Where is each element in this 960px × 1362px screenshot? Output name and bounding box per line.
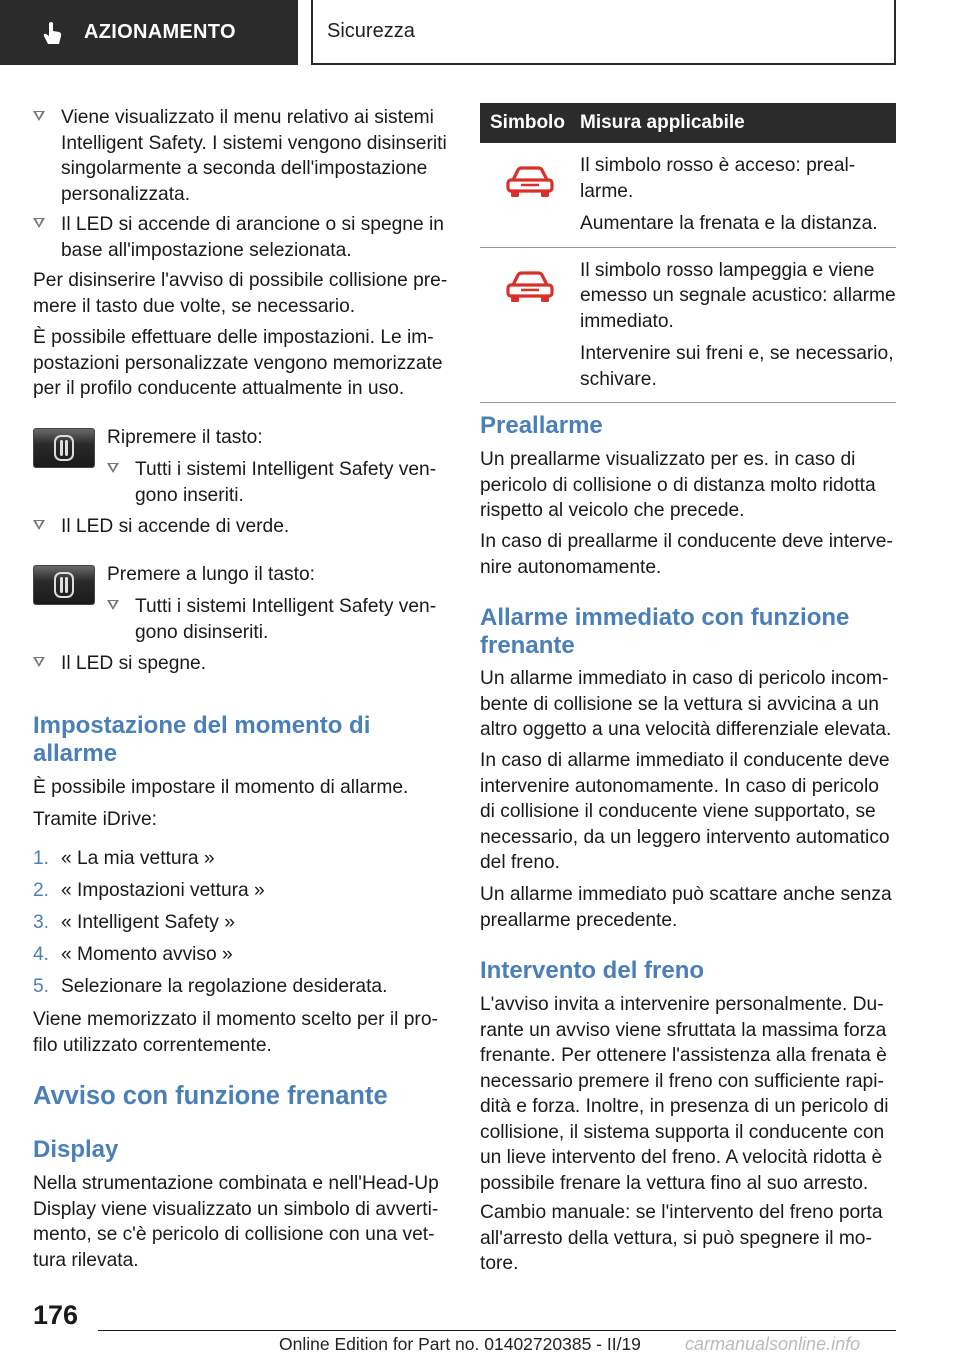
paragraph: Un preallarme visualizzato per es. in caso di pericolo di collisione o di distanza molto ridotta rispetto al veicolo che precede. xyxy=(480,449,876,521)
section-heading: Avviso con funzione frenante xyxy=(33,1082,388,1110)
paragraph: È possibile impostare il momento di allarme. xyxy=(33,777,409,798)
paragraph: In caso di allarme immediato il conducente deve intervenire autonomamente. In caso di pericolo di collisione il conducente viene supportato, se necessario, da un leggero intervento automatico del freno. xyxy=(480,750,890,873)
car-warning-red-flashing-icon xyxy=(505,268,555,306)
footer-divider xyxy=(98,1330,896,1331)
paragraph: Un allarme immediato in caso di pericolo incombente di collisione se la vettura si avvicina a un altro oggetto a una velocità differenziale elevata. xyxy=(480,668,892,740)
list-item: 1. « La mia vettura » xyxy=(33,848,215,869)
column-header-measure: Misura applicabile xyxy=(580,112,745,133)
bullet-triangle-icon xyxy=(33,520,45,530)
bullet-triangle-icon xyxy=(33,111,45,121)
list-item: 5. Selezionare la regolazione desiderata. xyxy=(33,976,388,997)
paragraph: Cambio manuale: se l'intervento del freno porta all'arresto della vettura, si può spegnere il motore. xyxy=(480,1202,883,1274)
instruction-title: Ripremere il tasto: xyxy=(107,427,263,448)
table-cell-text: Aumentare la frenata e la distanza. xyxy=(580,213,878,234)
chapter-tab xyxy=(0,0,298,65)
intelligent-safety-button-icon xyxy=(33,428,95,468)
section-heading: Impostazione del momento di allarme xyxy=(33,712,371,767)
bullet-triangle-icon xyxy=(107,600,119,610)
paragraph: Per disinserire l'avviso di possibile collisione premere il tasto due volte, se necessario. xyxy=(33,270,448,317)
bullet-item: Il LED si accende di verde. xyxy=(33,514,448,540)
symbol-table xyxy=(480,103,896,403)
table-row xyxy=(480,143,896,248)
edition-text: Online Edition for Part no. 01402720385 - II/19 xyxy=(279,1334,641,1354)
bullet-item: Il LED si accende di arancione o si spegne in base all'impostazione selezionata. xyxy=(33,212,448,263)
paragraph: Nella strumentazione combinata e nell'Head-Up Display viene visualizzato un simbolo di avvertimento, se c'è pericolo di collisione con una vettura rilevata. xyxy=(33,1173,439,1271)
paragraph: Viene memorizzato il momento scelto per il profilo utilizzato correntemente. xyxy=(33,1009,438,1056)
bullet-item: Tutti i sistemi Intelligent Safety vengono inseriti. xyxy=(107,457,447,508)
table-header xyxy=(480,103,896,143)
bullet-item: Viene visualizzato il menu relativo ai sistemi Intelligent Safety. I sistemi vengono disinseriti singolarmente a seconda dell'impostazione personalizzata. xyxy=(33,105,448,207)
bullet-triangle-icon xyxy=(33,657,45,667)
table-row xyxy=(480,248,896,404)
paragraph: Tramite iDrive: xyxy=(33,809,158,830)
paragraph: In caso di preallarme il conducente deve intervenire autonomamente. xyxy=(480,531,893,578)
section-heading: Intervento del freno xyxy=(480,957,705,984)
bullet-triangle-icon xyxy=(107,463,119,473)
subsection-heading: Display xyxy=(33,1136,119,1163)
page-number: 176 xyxy=(33,1300,79,1330)
car-warning-red-icon xyxy=(505,163,555,201)
paragraph: L'avviso invita a intervenire personalmente. Durante un avviso viene sfruttata la massima forza frenante. Per ottenere l'assistenza alla frenata è necessario premere il freno con sufficiente rapidità e forza. Inoltre, in presenza di un pericolo di collisione, il sistema supporta il conducente con un lieve intervento del freno. A velocità ridotta è possibile frenare la vettura fino al suo arresto. xyxy=(480,994,889,1194)
bullet-triangle-icon xyxy=(33,218,45,228)
bullet-item: Tutti i sistemi Intelligent Safety vengono disinseriti. xyxy=(107,594,447,645)
paragraph: È possibile effettuare delle impostazioni. Le impostazioni personalizzate vengono memorizzate per il profilo conducente attualmente in uso. xyxy=(33,327,443,399)
section-heading: Preallarme xyxy=(480,412,603,439)
list-item: 2. « Impostazioni vettura » xyxy=(33,880,265,901)
table-cell-text: Il simbolo rosso lampeggia e viene emesso un segnale acustico: allarme immediato. xyxy=(580,259,896,332)
section-title: Sicurezza xyxy=(311,0,896,65)
bullet-item: Il LED si spegne. xyxy=(33,651,448,677)
list-item: 3. « Intelligent Safety » xyxy=(33,912,235,933)
paragraph: Un allarme immediato può scattare anche senza preallarme precedente. xyxy=(480,884,892,931)
hand-pointer-icon xyxy=(40,20,66,46)
table-cell-text: Il simbolo rosso è acceso: preallarme. xyxy=(580,155,856,202)
list-item: 4. « Momento avviso » xyxy=(33,944,233,965)
intelligent-safety-button-icon xyxy=(33,565,95,605)
watermark: carmanualsonline.info xyxy=(685,1334,861,1354)
section-heading: Allarme immediato con funzione frenante xyxy=(480,604,850,659)
instruction-title: Premere a lungo il tasto: xyxy=(107,564,315,585)
column-header-symbol: Simbolo xyxy=(490,112,565,133)
table-cell-text: Intervenire sui freni e, se necessario, schivare. xyxy=(580,343,894,390)
chapter-title: AZIONAMENTO xyxy=(84,21,236,43)
